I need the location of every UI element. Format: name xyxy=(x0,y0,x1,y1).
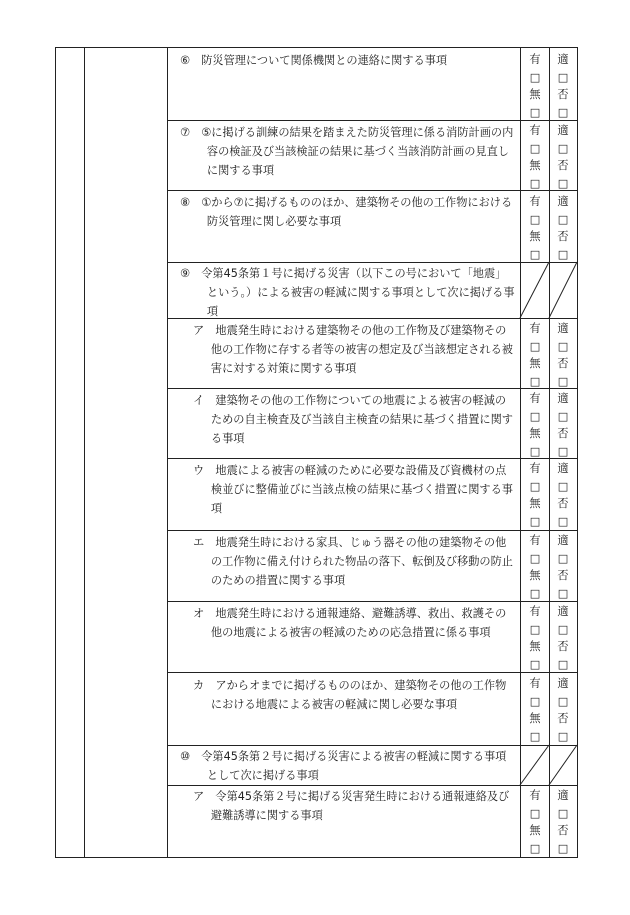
ok-checkbox[interactable]: □ xyxy=(557,622,569,636)
ok-label: 適 xyxy=(557,322,569,335)
suitability-check xyxy=(555,320,571,390)
presence-check xyxy=(527,320,543,390)
ng-checkbox[interactable]: □ xyxy=(557,247,569,261)
no-label: 無 xyxy=(529,712,541,725)
suitability-check xyxy=(555,532,571,602)
ng-checkbox[interactable]: □ xyxy=(557,444,569,458)
yes-checkbox[interactable]: □ xyxy=(529,141,541,155)
ng-checkbox[interactable]: □ xyxy=(557,374,569,388)
no-label: 無 xyxy=(529,230,541,243)
no-label: 無 xyxy=(529,159,541,172)
yes-label: 有 xyxy=(529,322,541,335)
item-text: ウ 地震による被害の軽減のために必要な設備及び資機材の点検並びに整備並びに当該点検の結果に基づく措置に関する事項 xyxy=(193,464,513,515)
yes-checkbox[interactable]: □ xyxy=(529,339,541,353)
presence-check xyxy=(527,193,543,263)
suitability-check xyxy=(555,51,571,121)
row-divider xyxy=(167,672,578,673)
suitability-check xyxy=(555,460,571,530)
table-divider-2 xyxy=(167,47,168,858)
presence-check xyxy=(527,603,543,673)
suitability-check xyxy=(555,603,571,673)
ok-label: 適 xyxy=(557,605,569,618)
no-checkbox[interactable]: □ xyxy=(529,657,541,671)
yes-label: 有 xyxy=(529,392,541,405)
presence-check xyxy=(527,460,543,530)
yes-label: 有 xyxy=(529,53,541,66)
yes-label: 有 xyxy=(529,789,541,802)
table-divider-3 xyxy=(520,47,521,858)
item-text: ア 地震発生時における建築物その他の工作物及び建築物その他の工作物に存する者等の被害の想定及び当該想定される被害に対する対策に関する事項 xyxy=(193,324,513,375)
row-divider xyxy=(167,388,578,389)
no-label: 無 xyxy=(529,88,541,101)
yes-checkbox[interactable]: □ xyxy=(529,551,541,565)
table-border-right xyxy=(577,47,578,858)
suitability-check xyxy=(555,122,571,192)
ok-checkbox[interactable]: □ xyxy=(557,694,569,708)
no-checkbox[interactable]: □ xyxy=(529,105,541,119)
yes-label: 有 xyxy=(529,534,541,547)
ok-label: 適 xyxy=(557,392,569,405)
no-checkbox[interactable]: □ xyxy=(529,176,541,190)
section-header-text: ⑩ 令第45条第２号に掲げる災害による被害の軽減に関する事項として次に掲げる事項 xyxy=(180,750,507,782)
no-label: 無 xyxy=(529,427,541,440)
ng-label: 否 xyxy=(557,497,569,510)
suitability-check xyxy=(555,787,571,857)
row-divider xyxy=(167,262,578,263)
ok-label: 適 xyxy=(557,53,569,66)
row-divider xyxy=(167,120,578,121)
ok-label: 適 xyxy=(557,534,569,547)
suitability-check xyxy=(555,675,571,745)
ng-checkbox[interactable]: □ xyxy=(557,586,569,600)
table-border-left xyxy=(55,47,56,858)
yes-checkbox[interactable]: □ xyxy=(529,694,541,708)
ok-checkbox[interactable]: □ xyxy=(557,70,569,84)
table-divider-1 xyxy=(84,47,85,858)
ng-label: 否 xyxy=(557,159,569,172)
ng-checkbox[interactable]: □ xyxy=(557,729,569,743)
row-divider xyxy=(167,785,578,786)
no-label: 無 xyxy=(529,640,541,653)
no-label: 無 xyxy=(529,824,541,837)
ng-checkbox[interactable]: □ xyxy=(557,105,569,119)
presence-check xyxy=(527,787,543,857)
ok-label: 適 xyxy=(557,195,569,208)
yes-label: 有 xyxy=(529,124,541,137)
ng-label: 否 xyxy=(557,640,569,653)
ng-label: 否 xyxy=(557,427,569,440)
no-label: 無 xyxy=(529,497,541,510)
ng-label: 否 xyxy=(557,230,569,243)
presence-check xyxy=(527,390,543,460)
ok-checkbox[interactable]: □ xyxy=(557,551,569,565)
yes-checkbox[interactable]: □ xyxy=(529,212,541,226)
row-divider xyxy=(167,530,578,531)
no-label: 無 xyxy=(529,357,541,370)
table-border-top xyxy=(55,47,578,48)
item-text: エ 地震発生時における家具、じゅう器その他の建築物その他の工作物に備え付けられた物品の落下、転倒及び移動の防止のための措置に関する事項 xyxy=(193,536,513,587)
yes-label: 有 xyxy=(529,195,541,208)
yes-label: 有 xyxy=(529,462,541,475)
ng-checkbox[interactable]: □ xyxy=(557,514,569,528)
ng-checkbox[interactable]: □ xyxy=(557,841,569,855)
no-checkbox[interactable]: □ xyxy=(529,374,541,388)
ok-checkbox[interactable]: □ xyxy=(557,806,569,820)
yes-checkbox[interactable]: □ xyxy=(529,622,541,636)
yes-label: 有 xyxy=(529,605,541,618)
presence-check xyxy=(527,122,543,192)
ok-label: 適 xyxy=(557,789,569,802)
section-header-text: ⑨ 令第45条第１号に掲げる災害（以下この号において「地震」という。）による被害の軽減に関する事項として次に掲げる事項 xyxy=(180,267,515,318)
no-label: 無 xyxy=(529,569,541,582)
ng-label: 否 xyxy=(557,569,569,582)
ok-checkbox[interactable]: □ xyxy=(557,212,569,226)
item-text: イ 建築物その他の工作物についての地震による被害の軽減のための自主検査及び当該自主検査の結果に基づく措置に関する事項 xyxy=(193,394,513,445)
yes-checkbox[interactable]: □ xyxy=(529,806,541,820)
item-text: カ アからオまでに掲げるもののほか、建築物その他の工作物における地震による被害の軽減に関し必要な事項 xyxy=(193,679,507,711)
item-text: ア 令第45条第２号に掲げる災害発生時における通報連絡及び避難誘導に関する事項 xyxy=(193,790,510,822)
item-text: オ 地震発生時における通報連絡、避難誘導、救出、救護その他の地震による被害の軽減のための応急措置に係る事項 xyxy=(193,607,507,639)
table-divider-4 xyxy=(549,47,550,858)
ng-label: 否 xyxy=(557,88,569,101)
yes-label: 有 xyxy=(529,677,541,690)
row-divider xyxy=(167,458,578,459)
item-text: ⑦ ⑤に掲げる訓練の結果を踏まえた防災管理に係る消防計画の内容の検証及び当該検証の結果に基づく当該消防計画の見直しに関する事項 xyxy=(180,126,514,177)
yes-checkbox[interactable]: □ xyxy=(529,479,541,493)
no-checkbox[interactable]: □ xyxy=(529,841,541,855)
table-border-bottom xyxy=(55,857,578,858)
presence-check xyxy=(527,51,543,121)
yes-checkbox[interactable]: □ xyxy=(529,409,541,423)
ok-label: 適 xyxy=(557,462,569,475)
presence-check xyxy=(527,532,543,602)
no-checkbox[interactable]: □ xyxy=(529,444,541,458)
row-divider xyxy=(167,190,578,191)
ng-checkbox[interactable]: □ xyxy=(557,657,569,671)
row-divider xyxy=(167,745,578,746)
ng-checkbox[interactable]: □ xyxy=(557,176,569,190)
ok-label: 適 xyxy=(557,124,569,137)
ng-label: 否 xyxy=(557,357,569,370)
ng-label: 否 xyxy=(557,712,569,725)
no-checkbox[interactable]: □ xyxy=(529,586,541,600)
ok-checkbox[interactable]: □ xyxy=(557,409,569,423)
no-checkbox[interactable]: □ xyxy=(529,247,541,261)
ok-checkbox[interactable]: □ xyxy=(557,141,569,155)
yes-checkbox[interactable]: □ xyxy=(529,70,541,84)
suitability-check xyxy=(555,390,571,460)
ok-checkbox[interactable]: □ xyxy=(557,339,569,353)
no-checkbox[interactable]: □ xyxy=(529,729,541,743)
presence-check xyxy=(527,675,543,745)
ok-checkbox[interactable]: □ xyxy=(557,479,569,493)
row-divider xyxy=(167,601,578,602)
ng-label: 否 xyxy=(557,824,569,837)
ok-label: 適 xyxy=(557,677,569,690)
item-text: ⑥ 防災管理について関係機関との連絡に関する事項 xyxy=(180,54,448,67)
no-checkbox[interactable]: □ xyxy=(529,514,541,528)
suitability-check xyxy=(555,193,571,263)
item-text: ⑧ ①から⑦に掲げるもののほか、建築物その他の工作物における防災管理に関し必要な事項 xyxy=(180,196,513,228)
